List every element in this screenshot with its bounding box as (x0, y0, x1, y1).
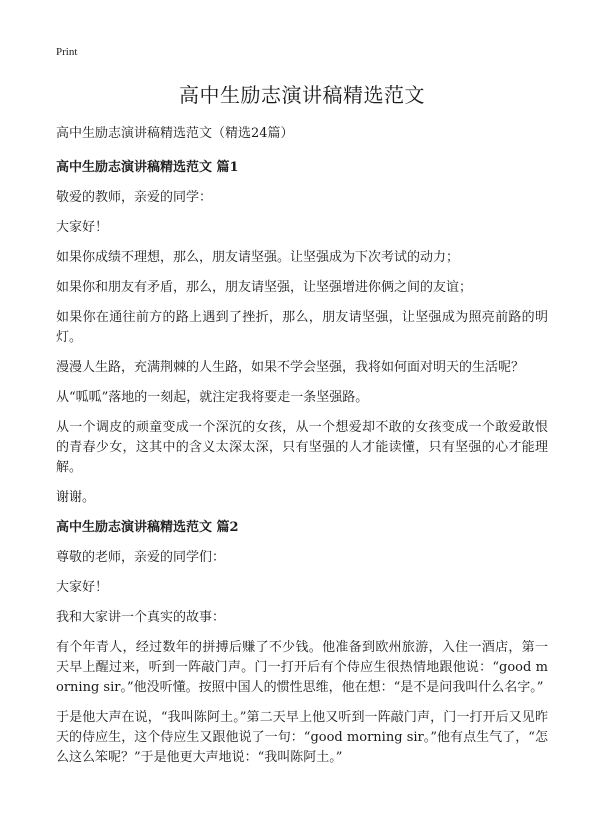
paragraph: 如果你在通往前方的路上遇到了挫折，那么，朋友请坚强，让坚强成为照亮前路的明灯。 (56, 310, 548, 345)
paragraph: 尊敬的老师，亲爱的同学们： (56, 550, 226, 565)
paragraph: 谢谢。 (56, 490, 96, 505)
paragraph: 敬爱的教师，亲爱的同学： (56, 190, 213, 205)
paragraph: 我和大家讲一个真实的故事： (56, 610, 226, 625)
section-2 (56, 518, 548, 768)
section-1 (56, 158, 548, 508)
paragraph: 从“呱呱”落地的一刻起，就注定我将要走一条坚强路。 (56, 390, 369, 405)
section-heading: 高中生励志演讲稿精选范文 篇2 (56, 520, 239, 535)
paragraph: 漫漫人生路，充满荆棘的人生路，如果不学会坚强，我将如何面对明天的生活呢？ (56, 360, 525, 375)
paragraph: 于是他大声在说，“我叫陈阿土。”第二天早上他又听到一阵敲门声，门一打开后又见昨天的侍应生，这个侍应生又跟他说了一句：“good morning sir。”他有点生气了，“怎么这么笨呢？”于是他更大声地说：“我叫陈阿土。” (56, 710, 548, 765)
document-subtitle: 高中生励志演讲稿精选范文（精选24篇） (56, 126, 294, 141)
paragraph: 如果你成绩不理想，那么，朋友请坚强。让坚强成为下次考试的动力； (56, 250, 460, 265)
section-heading: 高中生励志演讲稿精选范文 篇1 (56, 160, 239, 175)
paragraph: 有个年青人，经过数年的拼搏后赚了不少钱。他准备到欧州旅游，入住一酒店，第一天早上醒过来，听到一阵敲门声。门一打开后有个侍应生很热情地跟他说：“good morning sir。”他没听懂。按照中国人的惯性思维，他在想：“是不是问我叫什么名字。” (56, 640, 548, 695)
print-link[interactable]: Print (56, 46, 78, 58)
paragraph: 从一个调皮的顽童变成一个深沉的女孩，从一个想爱却不敢的女孩变成一个敢爱敢恨的青春少女，这其中的含义太深太深，只有坚强的人才能读懂，只有坚强的心才能理解。 (56, 420, 548, 475)
paragraph: 大家好！ (56, 580, 109, 595)
paragraph: 大家好！ (56, 220, 109, 235)
paragraph: 如果你和朋友有矛盾，那么，朋友请坚强，让坚强增进你俩之间的友谊； (56, 280, 473, 295)
document-title: 高中生励志演讲稿精选范文 (179, 83, 425, 107)
